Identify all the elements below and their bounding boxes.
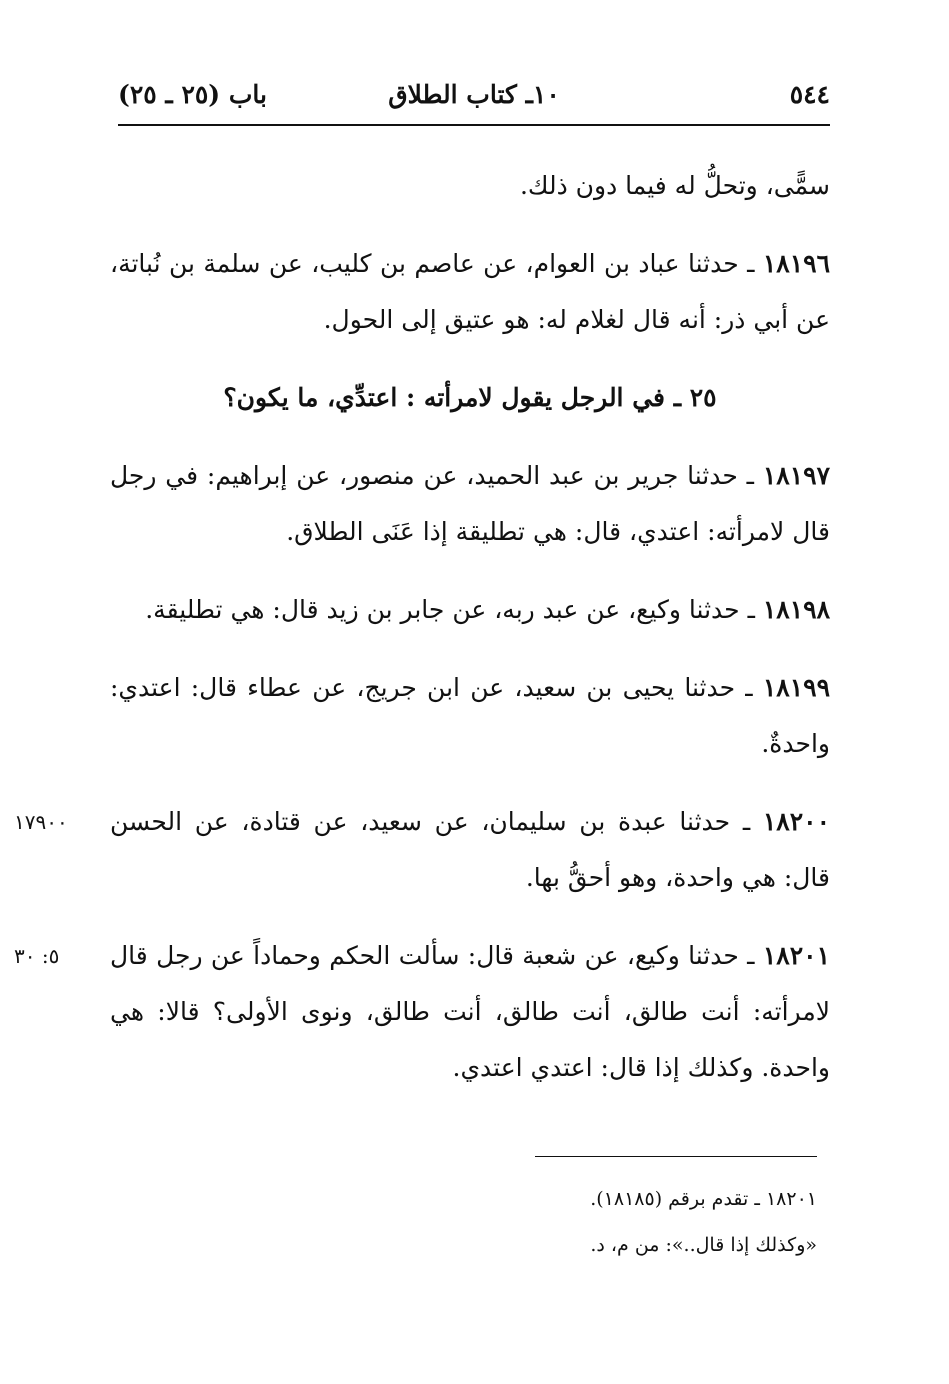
footnote-1: ١٨٢٠١ ـ تقدم برقم (١٨١٨٥).	[590, 1188, 817, 1210]
chapter-range: باب (٢٥ ـ ٢٥)	[118, 80, 267, 109]
margin-reference: ١٧٩٠٠	[14, 810, 68, 834]
header-rule	[118, 124, 830, 126]
hadith-text: ـ حدثنا وكيع، عن عبد ربه، عن جابر بن زيد قال: هي تطليقة.	[145, 595, 763, 624]
footnote-rule	[535, 1156, 817, 1157]
continuation-text: سمًّى، وتحلُّ له فيما دون ذلك.	[519, 171, 830, 200]
hadith-number: ١٨٢٠١	[762, 941, 830, 970]
running-header	[118, 80, 830, 120]
hadith-text: ـ حدثنا عبدة بن سليمان، عن سعيد، عن قتادة، عن الحسن قال: هي واحدة، وهو أحقُّ بها.	[110, 807, 830, 892]
hadith-18199	[110, 660, 830, 772]
chapter-heading: ٢٥ ـ في الرجل يقول لامرأته : اعتدِّي، ما يكون؟	[223, 383, 717, 412]
hadith-number: ١٨١٩٦	[762, 249, 830, 278]
hadith-text: ـ حدثنا عباد بن العوام، عن عاصم بن كليب، عن سلمة بن نُباتة، عن أبي ذر: أنه قال لغلام له: هو عتيق إلى الحول.	[110, 249, 830, 334]
hadith-number: ١٨٢٠٠	[762, 807, 830, 836]
hadith-number: ١٨١٩٧	[762, 461, 830, 490]
book-title: ١٠ـ كتاب الطلاق	[388, 80, 560, 109]
hadith-18201	[14, 928, 830, 1096]
footnotes	[300, 1176, 817, 1268]
hadith-18197	[110, 448, 830, 560]
main-text	[14, 158, 830, 1118]
hadith-number: ١٨١٩٨	[762, 595, 830, 624]
margin-reference: ٥: ٣٠	[14, 944, 60, 968]
footnote-2: «وكذلك إذا قال..»: من م، د.	[590, 1234, 817, 1256]
hadith-text: ـ حدثنا يحيى بن سعيد، عن ابن جريج، عن عطاء قال: اعتدي: واحدةٌ.	[110, 673, 830, 758]
hadith-number: ١٨١٩٩	[762, 673, 830, 702]
hadith-18196	[110, 236, 830, 348]
hadith-18198	[110, 582, 830, 638]
hadith-text: ـ حدثنا وكيع، عن شعبة قال: سألت الحكم وحماداً عن رجل قال لامرأته: أنت طالق، أنت طالق، أنت طالق، ونوى الأولى؟ قالا: هي واحدة. وكذلك إذا قال: اعتدي اعتدي.	[110, 941, 830, 1082]
hadith-18200	[14, 794, 830, 906]
hadith-text: ـ حدثنا جرير بن عبد الحميد، عن منصور، عن إبراهيم: في رجل قال لامرأته: اعتدي، قال: هي تطليقة إذا عَنَى الطلاق.	[110, 461, 830, 546]
page-number: ٥٤٤	[789, 80, 830, 109]
